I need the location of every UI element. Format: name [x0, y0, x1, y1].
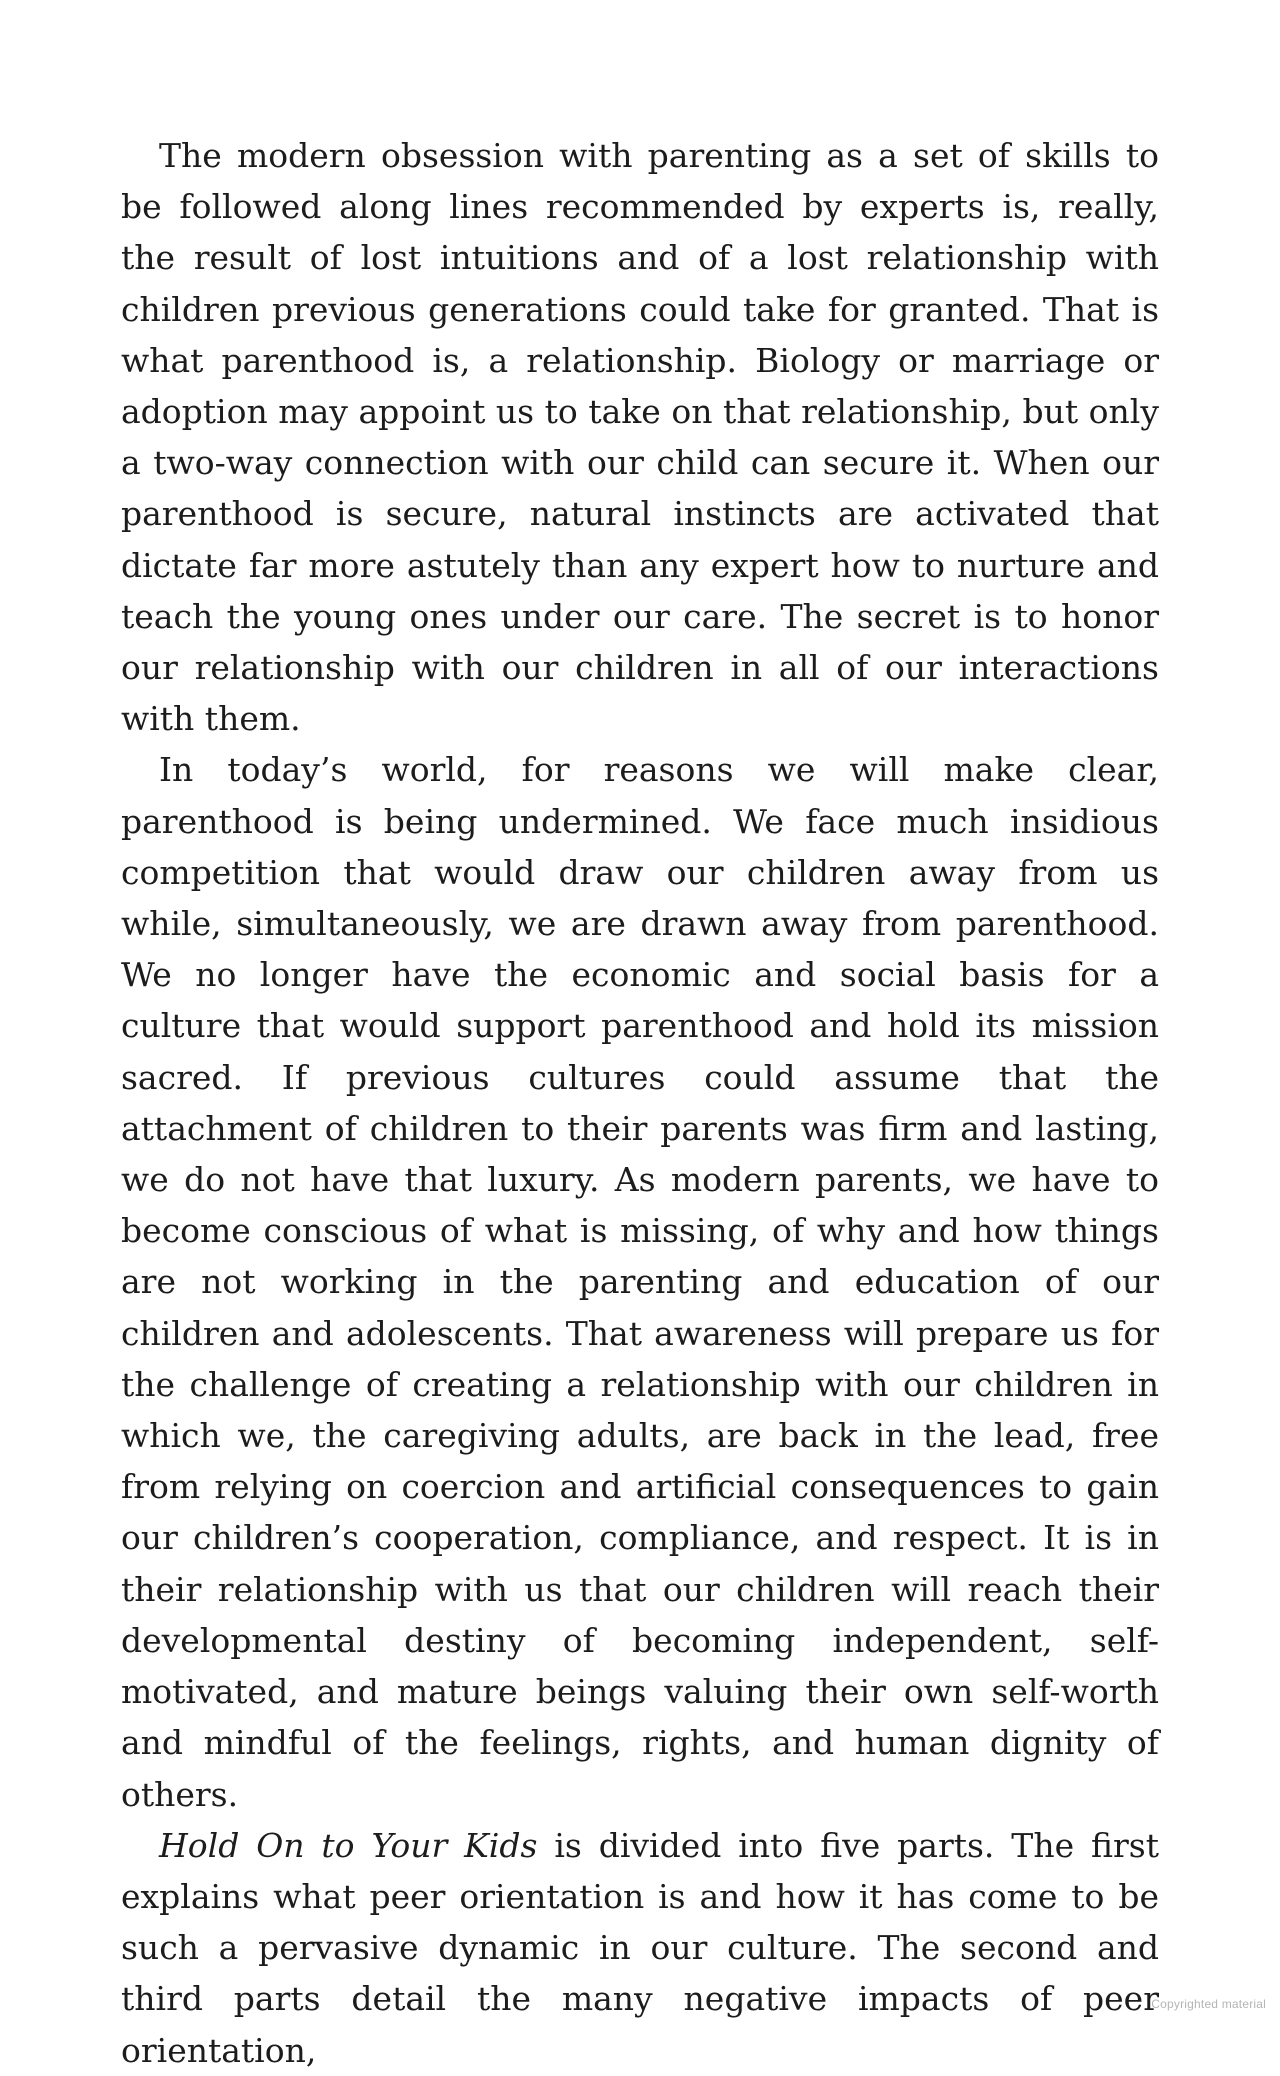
paragraph-3 — [121, 1820, 1159, 2076]
body-text — [121, 130, 1159, 2076]
book-title: Hold On to Your Kids — [159, 1825, 538, 1865]
paragraph-3-text: is divided into five parts. The first explains what peer orientation is and how it has come to be such a pervasive dynamic in our culture. The second and third parts detail the many negative impacts of peer orientation, — [121, 1825, 1159, 2070]
paragraph-1: The modern obsession with parenting as a set of skills to be followed along lines recommended by experts is, really, the result of lost intuitions and of a lost relationship with children previous generations could take for granted. That is what parenthood is, a relationship. Biology or marriage or adoption may appoint us to take on that relationship, but only a two-way connection with our child can secure it. When our parenthood is secure, natural instincts are activated that dictate far more astutely than any expert how to nurture and teach the young ones under our care. The secret is to honor our relationship with our children in all of our interactions with them. — [121, 136, 1159, 739]
paragraph-2: In today’s world, for reasons we will make clear, parenthood is being undermined. We face much insidious competition that would draw our children away from us while, simultaneously, we are drawn away from parenthood. We no longer have the economic and social basis for a culture that would support parenthood and hold its mission sacred. If previous cultures could assume that the attachment of children to their parents was firm and lasting, we do not have that luxury. As modern parents, we have to become conscious of what is missing, of why and how things are not working in the parenting and education of our children and adolescents. That awareness will prepare us for the challenge of creating a relationship with our children in which we, the caregiving adults, are back in the lead, free from relying on coercion and artificial consequences to gain our children’s cooperation, compliance, and respect. It is in their relationship with us that our children will reach their developmental destiny of becoming independent, self-motivated, and mature beings valuing their own self-worth and mindful of the feelings, rights, and human dignity of others. — [121, 750, 1159, 1814]
copyright-watermark: Copyrighted material — [1151, 1997, 1266, 2011]
